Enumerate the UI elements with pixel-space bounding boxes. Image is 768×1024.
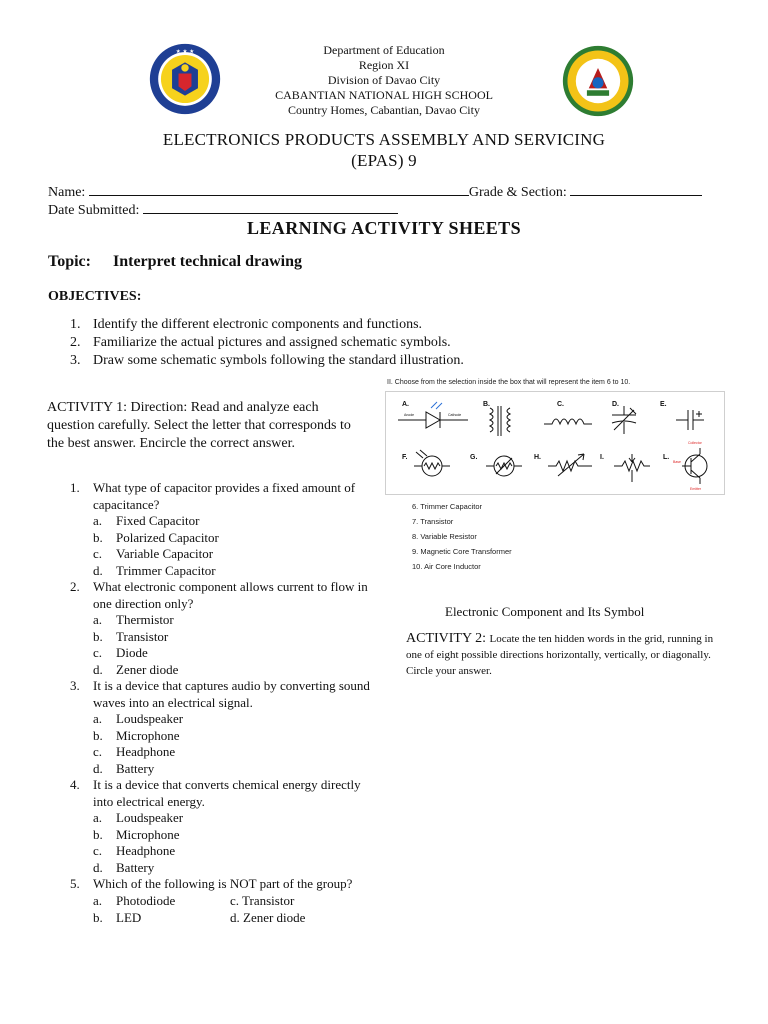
objectives-list bbox=[70, 316, 710, 370]
objective-number: 1. bbox=[70, 317, 81, 332]
option-text: Fixed Capacitor bbox=[116, 513, 200, 528]
objective-number: 2. bbox=[70, 335, 81, 350]
date-blank[interactable] bbox=[143, 199, 398, 214]
option-text: Thermistor bbox=[116, 612, 174, 627]
objective-item bbox=[70, 316, 710, 334]
option-letter: d. bbox=[93, 562, 103, 578]
symbol-label: D. bbox=[612, 401, 619, 408]
option-text: Variable Capacitor bbox=[116, 546, 214, 561]
option-text[interactable]: LED bbox=[116, 909, 142, 925]
symbol-label: E. bbox=[660, 401, 667, 408]
option-letter: b. bbox=[93, 826, 103, 842]
option-letter: b. bbox=[93, 727, 103, 743]
answer-option[interactable] bbox=[70, 843, 370, 860]
thermistor-symbol bbox=[486, 456, 522, 476]
selection-item: 7. Transistor bbox=[412, 517, 454, 526]
symbol-label: C. bbox=[557, 401, 564, 408]
topic-row bbox=[48, 253, 302, 271]
option-text[interactable]: Photodiode bbox=[116, 892, 176, 908]
inductor-symbol bbox=[544, 419, 592, 424]
activity2-text: Locate the ten hidden words in the grid, running in one of eight possible directions horizontally, vertically, or diagonally. Circle your answer. bbox=[406, 633, 714, 677]
transistor-symbol bbox=[682, 448, 707, 484]
question-number: 2. bbox=[70, 579, 80, 594]
header-block bbox=[0, 43, 768, 118]
name-row bbox=[48, 181, 728, 201]
option-letter: c. bbox=[93, 546, 103, 561]
objective-item bbox=[70, 334, 710, 352]
symbol-label: A. bbox=[402, 401, 409, 408]
variable-resistor-symbol bbox=[548, 454, 592, 476]
answer-option[interactable] bbox=[70, 810, 370, 827]
name-label: Name: bbox=[48, 185, 86, 200]
option-text: Headphone bbox=[116, 843, 176, 858]
grade-blank[interactable] bbox=[570, 181, 702, 196]
symbol-label: I. bbox=[600, 454, 604, 461]
option-letter: b. bbox=[93, 628, 103, 644]
option-text: Transistor bbox=[116, 628, 169, 644]
question-text: What electronic component allows current to flow in one direction only? bbox=[93, 579, 368, 611]
symbols-instruction: II. Choose from the selection inside the box that will represent the item 6 to 10. bbox=[387, 379, 631, 386]
answer-option[interactable] bbox=[70, 860, 370, 877]
answer-option[interactable] bbox=[70, 744, 370, 761]
school-seal-icon bbox=[561, 44, 635, 118]
option-letter: c. bbox=[93, 744, 103, 759]
capacitor-symbol bbox=[676, 410, 704, 430]
transistor-emitter-tag: Emitter bbox=[690, 487, 702, 491]
question bbox=[70, 678, 370, 711]
objective-item bbox=[70, 352, 710, 370]
selection-item: 8. Variable Resistor bbox=[412, 532, 477, 541]
header-line: Division of Davao City bbox=[327, 73, 441, 87]
answer-option[interactable] bbox=[70, 711, 370, 728]
transformer-symbol bbox=[490, 406, 510, 436]
selection-item: 10. Air Core Inductor bbox=[412, 562, 481, 571]
question-number: 5. bbox=[70, 876, 80, 891]
activity1-questions bbox=[70, 480, 370, 927]
grade-label: Grade & Section: bbox=[468, 185, 567, 200]
option-letter: a. bbox=[93, 513, 103, 528]
school-seal bbox=[561, 44, 635, 123]
answer-option[interactable] bbox=[70, 629, 370, 646]
option-letter: d. bbox=[93, 859, 103, 875]
symbol-label: G. bbox=[470, 454, 478, 461]
selection-list bbox=[412, 499, 512, 574]
option-text: Loudspeaker bbox=[116, 711, 184, 726]
option-text: Polarized Capacitor bbox=[116, 529, 219, 545]
symbols-box bbox=[385, 391, 725, 495]
header-line: Region XI bbox=[358, 58, 410, 72]
option-letter: d. bbox=[93, 661, 103, 677]
answer-option[interactable] bbox=[70, 563, 370, 580]
answer-option-row bbox=[70, 893, 370, 910]
svg-text:★ ★ ★: ★ ★ ★ bbox=[175, 49, 195, 56]
answer-option[interactable] bbox=[70, 728, 370, 745]
question-text: Which of the following is NOT part of the group? bbox=[93, 876, 353, 891]
answer-option[interactable] bbox=[70, 546, 370, 563]
diode-anode-tag: Anode bbox=[404, 413, 415, 417]
option-text: Microphone bbox=[116, 826, 180, 842]
course-title bbox=[0, 129, 768, 171]
question bbox=[70, 579, 370, 612]
answer-option[interactable] bbox=[70, 513, 370, 530]
symbols-caption: Electronic Component and Its Symbol bbox=[445, 604, 645, 619]
question bbox=[70, 876, 370, 893]
option-letter: c. bbox=[93, 843, 103, 858]
option-text: Microphone bbox=[116, 727, 180, 743]
question bbox=[70, 777, 370, 810]
transistor-base-tag: Base bbox=[673, 460, 681, 464]
question bbox=[70, 480, 370, 513]
sheet-title: LEARNING ACTIVITY SHEETS bbox=[246, 218, 521, 238]
option-text: Battery bbox=[116, 859, 155, 875]
photoresistor-symbol bbox=[414, 450, 450, 476]
objectives-heading: OBJECTIVES: bbox=[48, 289, 142, 304]
option-letter: c. bbox=[93, 645, 103, 660]
header-line: CABANTIAN NATIONAL HIGH SCHOOL bbox=[275, 88, 493, 102]
option-text: Trimmer Capacitor bbox=[116, 562, 216, 578]
selection-item: 6. Trimmer Capacitor bbox=[412, 502, 483, 511]
option-letter: a. bbox=[93, 892, 103, 908]
activity2 bbox=[406, 631, 728, 679]
objective-text: Draw some schematic symbols following the standard illustration. bbox=[93, 353, 464, 368]
option-text[interactable]: c. Transistor bbox=[230, 892, 295, 908]
topic-label: Topic: bbox=[48, 253, 91, 270]
answer-option[interactable] bbox=[70, 612, 370, 629]
answer-option[interactable] bbox=[70, 530, 370, 547]
option-letter: b. bbox=[93, 529, 103, 545]
question-text: It is a device that converts chemical energy directly into electrical energy. bbox=[93, 777, 361, 809]
option-letter: d. bbox=[93, 760, 103, 776]
date-label: Date Submitted: bbox=[48, 203, 140, 218]
question-text: It is a device that captures audio by converting sound waves into an electrical signal. bbox=[93, 678, 370, 710]
course-title-line1: ELECTRONICS PRODUCTS ASSEMBLY AND SERVICING bbox=[162, 130, 606, 149]
selection-item: 9. Magnetic Core Transformer bbox=[412, 547, 512, 556]
option-letter: a. bbox=[93, 810, 103, 825]
name-blank[interactable] bbox=[89, 181, 469, 196]
question-number: 1. bbox=[70, 480, 80, 495]
option-text: Battery bbox=[116, 760, 155, 776]
objective-text: Familiarize the actual pictures and assigned schematic symbols. bbox=[93, 335, 451, 350]
answer-option[interactable] bbox=[70, 662, 370, 679]
option-text: Headphone bbox=[116, 744, 176, 759]
answer-option[interactable] bbox=[70, 827, 370, 844]
activity2-label: ACTIVITY 2: bbox=[406, 631, 486, 646]
trimmer-capacitor-symbol bbox=[612, 406, 636, 434]
objective-number: 3. bbox=[70, 353, 81, 368]
question-text: What type of capacitor provides a fixed amount of capacitance? bbox=[93, 480, 356, 512]
symbol-label: B. bbox=[483, 401, 490, 408]
answer-option[interactable] bbox=[70, 645, 370, 662]
header-line: Department of Education bbox=[323, 43, 445, 57]
date-row bbox=[48, 199, 398, 219]
question-number: 4. bbox=[70, 777, 80, 792]
option-text[interactable]: d. Zener diode bbox=[230, 909, 306, 925]
answer-option-row bbox=[70, 910, 370, 927]
symbols-diagram bbox=[386, 392, 724, 494]
potentiometer-symbol bbox=[614, 454, 650, 482]
option-text: Loudspeaker bbox=[116, 810, 184, 825]
course-title-line2: (EPAS) 9 bbox=[351, 151, 417, 170]
option-letter: a. bbox=[93, 711, 103, 726]
option-letter: b. bbox=[93, 909, 103, 925]
transistor-collector-tag: Collector bbox=[688, 441, 702, 445]
activity1-direction: ACTIVITY 1: Direction: Read and analyze each question carefully. Select the letter that corresponds to the best answer. Encircle the correct answer. bbox=[47, 400, 351, 451]
question-number: 3. bbox=[70, 678, 80, 693]
symbol-label: L. bbox=[663, 454, 670, 461]
topic-value: Interpret technical drawing bbox=[112, 253, 302, 270]
objective-text: Identify the different electronic components and functions. bbox=[93, 317, 423, 332]
option-letter: a. bbox=[93, 612, 103, 627]
answer-option[interactable] bbox=[70, 761, 370, 778]
header-line: Country Homes, Cabantian, Davao City bbox=[288, 103, 480, 117]
symbol-label: F. bbox=[402, 454, 408, 461]
symbol-label: H. bbox=[534, 454, 541, 461]
diode-cathode-tag: Cathode bbox=[448, 413, 462, 417]
option-text: Zener diode bbox=[116, 661, 179, 677]
option-text: Diode bbox=[116, 645, 148, 660]
